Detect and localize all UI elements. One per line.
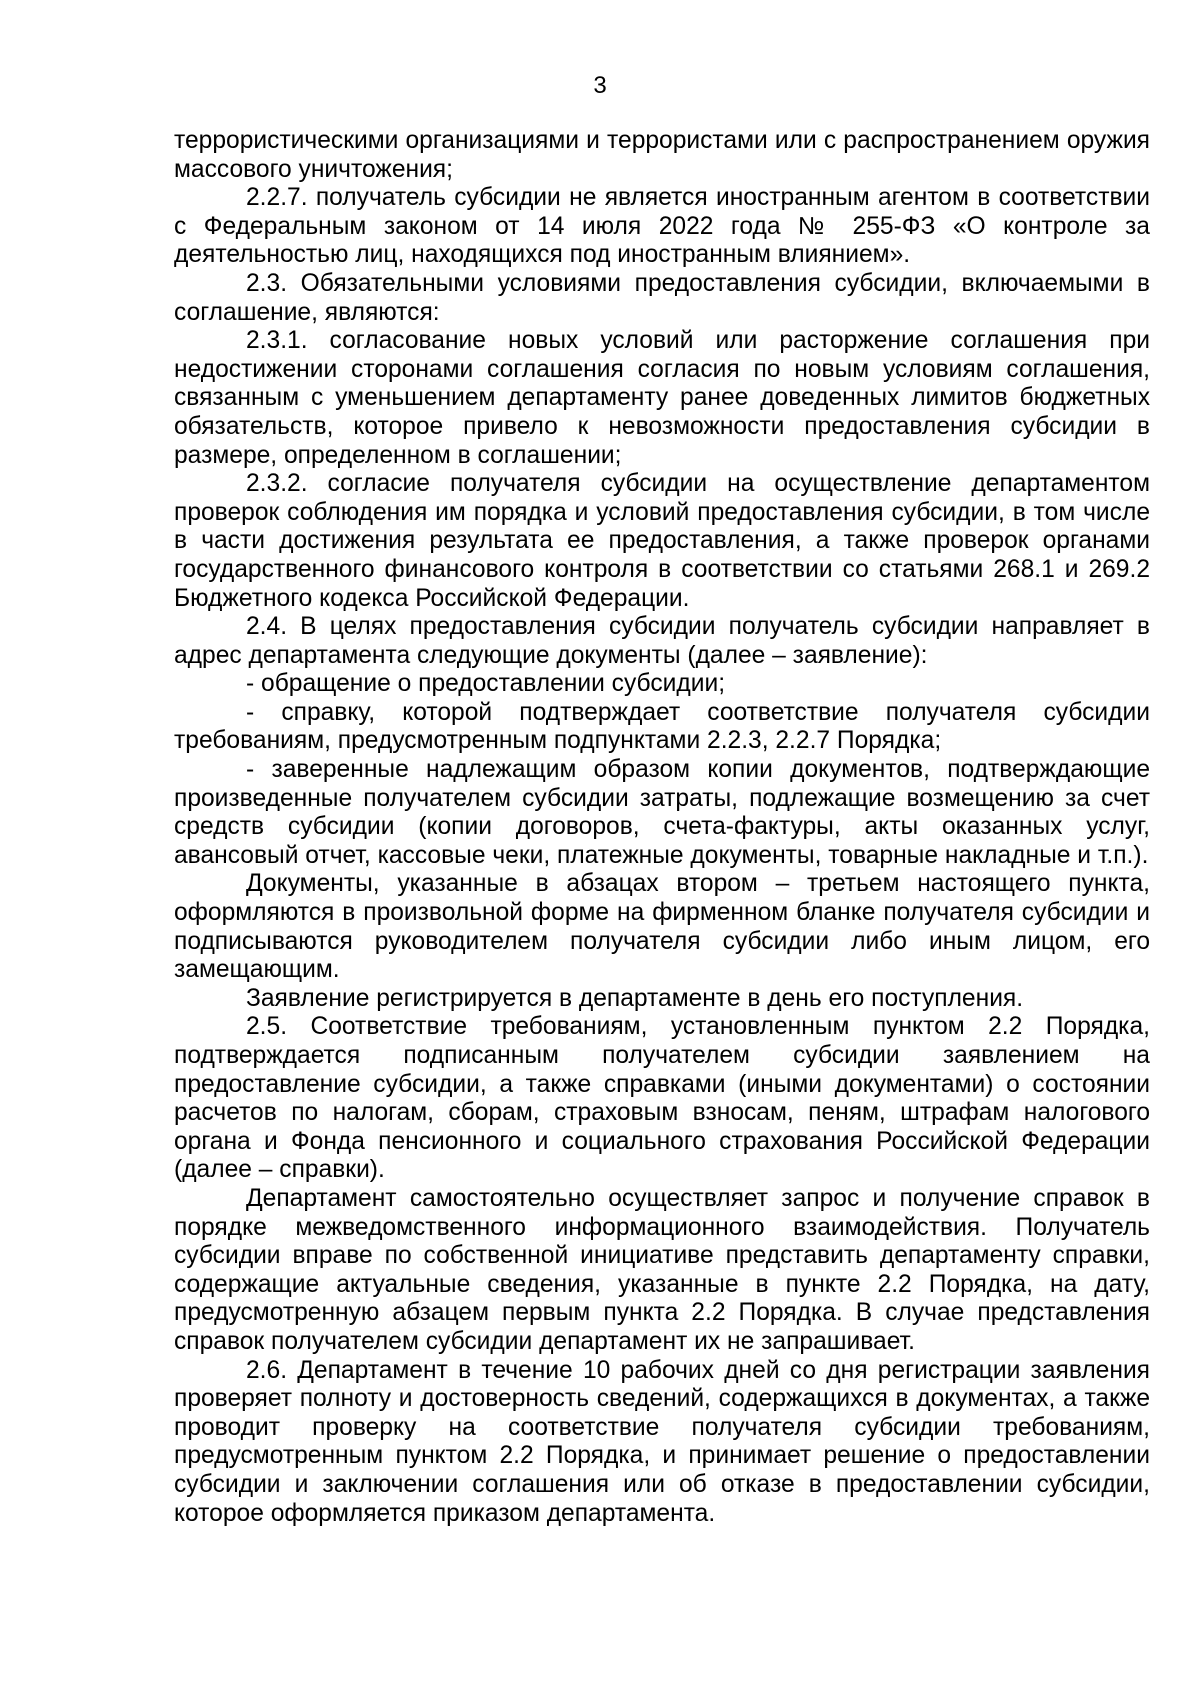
paragraph: 2.2.7. получатель субсидии не является иностранным агентом в соответствии с Федеральным законом от 14 июля 2022 года № 255-ФЗ «О контроле за деятельностью лиц, находящихся под иностранным влиянием». bbox=[174, 184, 1150, 269]
paragraph: - обращение о предоставлении субсидии; bbox=[246, 670, 726, 698]
paragraph: террористическими организациями и террористами или с распространением оружия массового уничтожения; bbox=[174, 127, 1150, 183]
paragraph: 2.3.1. согласование новых условий или расторжение соглашения при недостижении сторонами соглашения согласия по новым условиям соглашения, связанным с уменьшением департаменту ранее доведенных лимитов бюджетных обязательств, которое привело к невозможности предоставления субсидии в размере, определенном в соглашении; bbox=[174, 327, 1150, 469]
paragraph: Департамент самостоятельно осуществляет запрос и получение справок в порядке межведомственного информационного взаимодействия. Получатель субсидии вправе по собственной инициативе представить департаменту справки, содержащие актуальные сведения, указанные в пункте 2.2 Порядка, на дату, предусмотренную абзацем первым пункта 2.2 Порядка. В случае представления справок получателем субсидии департамент их не запрашивает. bbox=[174, 1184, 1150, 1355]
paragraph: 2.3. Обязательными условиями предоставления субсидии, включаемыми в соглашение, являются: bbox=[174, 269, 1150, 326]
paragraph: 2.4. В целях предоставления субсидии получатель субсидии направляет в адрес департамента следующие документы (далее – заявление): bbox=[174, 613, 1150, 669]
paragraph: Документы, указанные в абзацах втором – третьем настоящего пункта, оформляются в произвольной форме на фирменном бланке получателя субсидии и подписываются руководителем получателя субсидии либо иным лицом, его замещающим. bbox=[174, 870, 1150, 984]
paragraph: Заявление регистрируется в департаменте в день его поступления. bbox=[246, 984, 1024, 1012]
paragraph: 2.6. Департамент в течение 10 рабочих дней со дня регистрации заявления проверяет полноту и достоверность сведений, содержащихся в документах, а также проводит проверку на соответствие получателя субсидии требованиям, предусмотренным пунктом 2.2 Порядка, и принимает решение о предоставлении субсидии и заключении соглашения или об отказе в предоставлении субсидии, которое оформляется приказом департамента. bbox=[174, 1356, 1150, 1527]
page-number: 3 bbox=[593, 72, 607, 99]
paragraph: - заверенные надлежащим образом копии документов, подтверждающие произведенные получателем субсидии затраты, подлежащие возмещению за счет средств субсидии (копии договоров, счета-фактуры, акты оказанных услуг, авансовый отчет, кассовые чеки, платежные документы, товарные накладные и т.п.). bbox=[174, 756, 1150, 869]
document-body bbox=[174, 127, 1150, 1528]
paragraph: - справку, которой подтверждает соответствие получателя субсидии требованиям, предусмотренным подпунктами 2.2.3, 2.2.7 Порядка; bbox=[174, 698, 1150, 755]
paragraph: 2.3.2. согласие получателя субсидии на осуществление департаментом проверок соблюдения им порядка и условий предоставления субсидии, в том числе в части достижения результата ее предоставления, а также проверок органами государственного финансового контроля в соответствии со статьями 268.1 и 269.2 Бюджетного кодекса Российской Федерации. bbox=[174, 470, 1150, 612]
paragraph: 2.5. Соответствие требованиям, установленным пунктом 2.2 Порядка, подтверждается подписанным получателем субсидии заявлением на предоставление субсидии, а также справками (иными документами) о состоянии расчетов по налогам, сборам, страховым взносам, пеням, штрафам налогового органа и Фонда пенсионного и социального страхования Российской Федерации (далее – справки). bbox=[174, 1013, 1150, 1184]
